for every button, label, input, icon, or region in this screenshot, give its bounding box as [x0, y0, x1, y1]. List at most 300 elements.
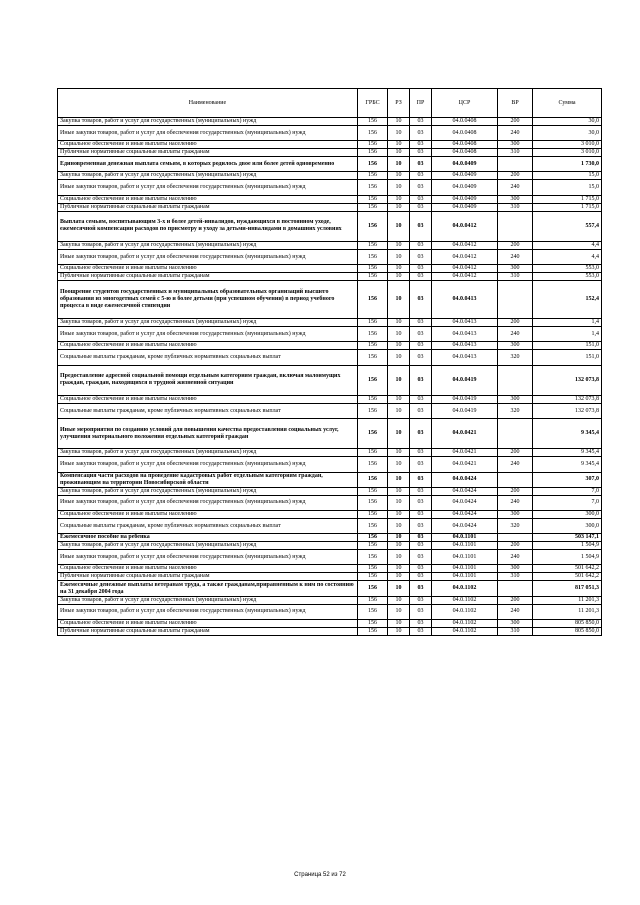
cell-csr: 04.0.1101: [432, 550, 498, 565]
cell-pr: 03: [410, 281, 432, 319]
cell-vr: [498, 211, 533, 241]
cell-sum: 1,4: [533, 319, 602, 327]
table-row: [58, 241, 602, 249]
cell-rz: 10: [388, 273, 410, 281]
cell-sum: 4,4: [533, 249, 602, 264]
cell-pr: 03: [410, 487, 432, 495]
cell-grbs: 156: [358, 495, 388, 510]
cell-grbs: 156: [358, 542, 388, 550]
cell-name: Иные закупки товаров, работ и услуг для обеспечения государственных (муниципальных) нужд: [58, 550, 358, 565]
cell-name: Социальное обеспечение и иные выплаты населению: [58, 619, 358, 627]
cell-csr: 04.0.0419: [432, 403, 498, 418]
cell-csr: 04.0.0408: [432, 126, 498, 141]
cell-name: Закупка товаров, работ и услуг для государственных (муниципальных) нужд: [58, 241, 358, 249]
cell-name: Иные закупки товаров, работ и услуг для обеспечения государственных (муниципальных) нужд: [58, 495, 358, 510]
cell-rz: 10: [388, 419, 410, 449]
cell-rz: 10: [388, 495, 410, 510]
cell-name: Социальное обеспечение и иные выплаты населению: [58, 511, 358, 519]
cell-name: Закупка товаров, работ и услуг для государственных (муниципальных) нужд: [58, 319, 358, 327]
cell-name: Социальные выплаты гражданам, кроме публичных нормативных социальных выплат: [58, 350, 358, 365]
cell-pr: 03: [410, 403, 432, 418]
cell-rz: 10: [388, 241, 410, 249]
cell-vr: 310: [498, 273, 533, 281]
cell-vr: 200: [498, 172, 533, 180]
cell-grbs: 156: [358, 365, 388, 395]
cell-csr: 04.0.0413: [432, 281, 498, 319]
table-row: [58, 395, 602, 403]
table-row-section: [58, 472, 602, 487]
cell-pr: 03: [410, 241, 432, 249]
cell-sum: 11 201,3: [533, 596, 602, 604]
cell-name: Единовременная денежная выплата семьям, в которых родилось двое или более детей одновременно: [58, 157, 358, 172]
cell-pr: 03: [410, 596, 432, 604]
cell-vr: 300: [498, 395, 533, 403]
cell-pr: 03: [410, 495, 432, 510]
cell-csr: 04.0.1101: [432, 534, 498, 542]
cell-csr: 04.0.0408: [432, 149, 498, 157]
cell-pr: 03: [410, 180, 432, 195]
cell-vr: 320: [498, 403, 533, 418]
cell-sum: 3 010,0: [533, 149, 602, 157]
cell-name: Выплата семьям, воспитывающим 3-х и более детей-инвалидов, нуждающихся в постоянном уходе, ежемесячной компенсации расходов по присмотру и уходу за детьми-инвалидами в домашних условиях: [58, 211, 358, 241]
table-row: [58, 149, 602, 157]
table-row: [58, 350, 602, 365]
table-row: [58, 495, 602, 510]
table-row: [58, 265, 602, 273]
cell-grbs: 156: [358, 241, 388, 249]
cell-vr: [498, 419, 533, 449]
cell-csr: 04.0.1102: [432, 604, 498, 619]
cell-grbs: 156: [358, 395, 388, 403]
table-row: [58, 273, 602, 281]
cell-vr: 240: [498, 495, 533, 510]
cell-pr: 03: [410, 350, 432, 365]
cell-rz: 10: [388, 281, 410, 319]
budget-table: [57, 88, 602, 636]
cell-name: Закупка товаров, работ и услуг для государственных (муниципальных) нужд: [58, 449, 358, 457]
cell-pr: 03: [410, 449, 432, 457]
cell-vr: 300: [498, 195, 533, 203]
cell-vr: 240: [498, 604, 533, 619]
cell-pr: 03: [410, 319, 432, 327]
cell-vr: 200: [498, 449, 533, 457]
cell-csr: 04.0.1102: [432, 596, 498, 604]
cell-rz: 10: [388, 149, 410, 157]
cell-pr: 03: [410, 265, 432, 273]
cell-pr: 03: [410, 342, 432, 350]
cell-name: Иные закупки товаров, работ и услуг для обеспечения государственных (муниципальных) нужд: [58, 457, 358, 472]
cell-csr: 04.0.0412: [432, 273, 498, 281]
cell-grbs: 156: [358, 281, 388, 319]
cell-csr: 04.0.0408: [432, 118, 498, 126]
cell-sum: 300,0: [533, 511, 602, 519]
cell-name: Компенсация части расходов на проведение кадастровых работ отдельным категориям граждан, проживающим на территории Новосибирской области: [58, 472, 358, 487]
cell-csr: 04.0.0409: [432, 195, 498, 203]
table-row: [58, 550, 602, 565]
cell-sum: 9 345,4: [533, 419, 602, 449]
table-row: [58, 141, 602, 149]
cell-pr: 03: [410, 627, 432, 635]
cell-rz: 10: [388, 403, 410, 418]
cell-rz: 10: [388, 534, 410, 542]
cell-sum: 817 051,3: [533, 581, 602, 596]
cell-pr: 03: [410, 203, 432, 211]
cell-grbs: 156: [358, 403, 388, 418]
cell-csr: 04.0.0412: [432, 241, 498, 249]
cell-vr: 200: [498, 596, 533, 604]
cell-grbs: 156: [358, 319, 388, 327]
header-name: Наименование: [58, 89, 358, 118]
cell-name: Предоставление адресной социальной помощи отдельным категориям граждан, включая малоимущих граждан, граждан, находящихся в трудной жизненной ситуации: [58, 365, 358, 395]
cell-grbs: 156: [358, 457, 388, 472]
cell-grbs: 156: [358, 519, 388, 534]
cell-sum: 151,0: [533, 350, 602, 365]
cell-name: Закупка товаров, работ и услуг для государственных (муниципальных) нужд: [58, 596, 358, 604]
cell-grbs: 156: [358, 149, 388, 157]
cell-grbs: 156: [358, 195, 388, 203]
cell-sum: 1 715,0: [533, 203, 602, 211]
cell-csr: 04.0.1101: [432, 573, 498, 581]
cell-name: Публичные нормативные социальные выплаты гражданам: [58, 203, 358, 211]
cell-csr: 04.0.0412: [432, 211, 498, 241]
cell-rz: 10: [388, 449, 410, 457]
table-row: [58, 172, 602, 180]
table-row: [58, 619, 602, 627]
table-row: [58, 195, 602, 203]
cell-vr: [498, 365, 533, 395]
cell-rz: 10: [388, 365, 410, 395]
cell-vr: 240: [498, 180, 533, 195]
cell-sum: 805 850,0: [533, 619, 602, 627]
cell-grbs: 156: [358, 157, 388, 172]
cell-rz: 10: [388, 519, 410, 534]
cell-csr: 04.0.0424: [432, 511, 498, 519]
cell-rz: 10: [388, 172, 410, 180]
cell-name: Иные мероприятия по созданию условий для повышения качества предоставления социальных услуг, улучшения материального положения отдельных категорий граждан: [58, 419, 358, 449]
cell-name: Социальное обеспечение и иные выплаты населению: [58, 195, 358, 203]
cell-rz: 10: [388, 550, 410, 565]
cell-sum: 132 073,8: [533, 403, 602, 418]
cell-rz: 10: [388, 180, 410, 195]
table-row: [58, 449, 602, 457]
cell-pr: 03: [410, 565, 432, 573]
table-row: [58, 126, 602, 141]
cell-rz: 10: [388, 395, 410, 403]
header-sum: Сумма: [533, 89, 602, 118]
cell-rz: 10: [388, 487, 410, 495]
cell-rz: 10: [388, 472, 410, 487]
cell-pr: 03: [410, 519, 432, 534]
cell-rz: 10: [388, 249, 410, 264]
cell-rz: 10: [388, 327, 410, 342]
table-row: [58, 542, 602, 550]
cell-sum: 9 345,4: [533, 449, 602, 457]
cell-pr: 03: [410, 157, 432, 172]
cell-pr: 03: [410, 542, 432, 550]
cell-vr: 310: [498, 203, 533, 211]
table-row-section: [58, 211, 602, 241]
cell-name: Социальные выплаты гражданам, кроме публичных нормативных социальных выплат: [58, 519, 358, 534]
cell-sum: 300,0: [533, 519, 602, 534]
cell-pr: 03: [410, 327, 432, 342]
cell-rz: 10: [388, 319, 410, 327]
table-row: [58, 573, 602, 581]
cell-name: Закупка товаров, работ и услуг для государственных (муниципальных) нужд: [58, 487, 358, 495]
cell-pr: 03: [410, 604, 432, 619]
cell-csr: 04.0.0409: [432, 203, 498, 211]
cell-rz: 10: [388, 141, 410, 149]
cell-name: Социальные выплаты гражданам, кроме публичных нормативных социальных выплат: [58, 403, 358, 418]
cell-sum: 805 850,0: [533, 627, 602, 635]
table-row: [58, 118, 602, 126]
cell-grbs: 156: [358, 350, 388, 365]
cell-vr: 320: [498, 350, 533, 365]
cell-pr: 03: [410, 573, 432, 581]
cell-rz: 10: [388, 573, 410, 581]
cell-vr: 200: [498, 487, 533, 495]
cell-csr: 04.0.0424: [432, 495, 498, 510]
cell-pr: 03: [410, 457, 432, 472]
cell-csr: 04.0.0419: [432, 365, 498, 395]
cell-csr: 04.0.1102: [432, 627, 498, 635]
cell-rz: 10: [388, 542, 410, 550]
table-row: [58, 457, 602, 472]
cell-grbs: 156: [358, 265, 388, 273]
cell-grbs: 156: [358, 581, 388, 596]
cell-vr: 200: [498, 542, 533, 550]
cell-name: Ежемесячные денежные выплаты ветеранам труда, а также гражданам,приравненным к ним по состоянию на 31 декабря 2004 года: [58, 581, 358, 596]
cell-sum: 553,0: [533, 273, 602, 281]
cell-vr: 240: [498, 327, 533, 342]
cell-vr: [498, 281, 533, 319]
cell-rz: 10: [388, 565, 410, 573]
cell-name: Закупка товаров, работ и услуг для государственных (муниципальных) нужд: [58, 172, 358, 180]
cell-grbs: 156: [358, 604, 388, 619]
cell-name: Социальное обеспечение и иные выплаты населению: [58, 265, 358, 273]
cell-name: Иные закупки товаров, работ и услуг для обеспечения государственных (муниципальных) нужд: [58, 327, 358, 342]
cell-csr: 04.0.0409: [432, 157, 498, 172]
cell-rz: 10: [388, 511, 410, 519]
cell-csr: 04.0.0409: [432, 180, 498, 195]
cell-vr: 300: [498, 619, 533, 627]
cell-vr: 200: [498, 319, 533, 327]
table-row-section: [58, 419, 602, 449]
cell-rz: 10: [388, 619, 410, 627]
cell-grbs: 156: [358, 573, 388, 581]
cell-name: Ежемесячное пособие на ребенка: [58, 534, 358, 542]
cell-vr: 240: [498, 126, 533, 141]
cell-name: Закупка товаров, работ и услуг для государственных (муниципальных) нужд: [58, 118, 358, 126]
table-row: [58, 319, 602, 327]
header-pr: ПР: [410, 89, 432, 118]
cell-csr: 04.0.1101: [432, 565, 498, 573]
table-row: [58, 249, 602, 264]
table-row: [58, 627, 602, 635]
cell-vr: 310: [498, 573, 533, 581]
cell-rz: 10: [388, 211, 410, 241]
cell-rz: 10: [388, 342, 410, 350]
cell-name: Иные закупки товаров, работ и услуг для обеспечения государственных (муниципальных) нужд: [58, 126, 358, 141]
cell-sum: 15,0: [533, 172, 602, 180]
table-row: [58, 604, 602, 619]
cell-csr: 04.0.0424: [432, 487, 498, 495]
table-row: [58, 519, 602, 534]
cell-sum: 132 073,8: [533, 395, 602, 403]
cell-rz: 10: [388, 157, 410, 172]
table-row-section: [58, 157, 602, 172]
cell-name: Публичные нормативные социальные выплаты гражданам: [58, 149, 358, 157]
cell-name: Социальное обеспечение и иные выплаты населению: [58, 342, 358, 350]
cell-sum: 503 147,1: [533, 534, 602, 542]
table-row: [58, 403, 602, 418]
cell-sum: 7,0: [533, 487, 602, 495]
cell-grbs: 156: [358, 487, 388, 495]
cell-vr: 300: [498, 565, 533, 573]
cell-sum: 11 201,3: [533, 604, 602, 619]
cell-rz: 10: [388, 581, 410, 596]
cell-vr: 300: [498, 265, 533, 273]
table-row: [58, 327, 602, 342]
cell-sum: 1 504,9: [533, 542, 602, 550]
cell-sum: 553,0: [533, 265, 602, 273]
cell-grbs: 156: [358, 180, 388, 195]
cell-sum: 30,0: [533, 118, 602, 126]
table-header-row: [58, 89, 602, 118]
cell-sum: 1,4: [533, 327, 602, 342]
cell-grbs: 156: [358, 511, 388, 519]
cell-csr: 04.0.0424: [432, 472, 498, 487]
cell-pr: 03: [410, 365, 432, 395]
cell-rz: 10: [388, 265, 410, 273]
cell-name: Закупка товаров, работ и услуг для государственных (муниципальных) нужд: [58, 542, 358, 550]
cell-sum: 15,0: [533, 180, 602, 195]
cell-pr: 03: [410, 195, 432, 203]
table-row: [58, 203, 602, 211]
table-row: [58, 487, 602, 495]
cell-grbs: 156: [358, 249, 388, 264]
table-row-section: [58, 534, 602, 542]
cell-rz: 10: [388, 195, 410, 203]
cell-name: Иные закупки товаров, работ и услуг для обеспечения государственных (муниципальных) нужд: [58, 249, 358, 264]
cell-csr: 04.0.1102: [432, 581, 498, 596]
cell-name: Публичные нормативные социальные выплаты гражданам: [58, 627, 358, 635]
cell-csr: 04.0.0413: [432, 327, 498, 342]
cell-vr: 240: [498, 457, 533, 472]
cell-vr: 240: [498, 550, 533, 565]
cell-pr: 03: [410, 419, 432, 449]
cell-name: Социальное обеспечение и иные выплаты населению: [58, 565, 358, 573]
cell-pr: 03: [410, 395, 432, 403]
table-row: [58, 596, 602, 604]
cell-pr: 03: [410, 172, 432, 180]
cell-sum: 7,0: [533, 495, 602, 510]
table-row: [58, 342, 602, 350]
cell-vr: 300: [498, 511, 533, 519]
cell-pr: 03: [410, 126, 432, 141]
cell-sum: 557,4: [533, 211, 602, 241]
cell-sum: 1 715,0: [533, 195, 602, 203]
cell-vr: 310: [498, 627, 533, 635]
cell-pr: 03: [410, 619, 432, 627]
cell-grbs: 156: [358, 419, 388, 449]
cell-vr: 240: [498, 249, 533, 264]
cell-sum: 4,4: [533, 241, 602, 249]
cell-sum: 152,4: [533, 281, 602, 319]
cell-grbs: 156: [358, 141, 388, 149]
cell-csr: 04.0.0409: [432, 172, 498, 180]
cell-csr: 04.0.0421: [432, 449, 498, 457]
cell-grbs: 156: [358, 619, 388, 627]
cell-vr: [498, 534, 533, 542]
cell-grbs: 156: [358, 126, 388, 141]
cell-vr: 300: [498, 342, 533, 350]
cell-vr: [498, 581, 533, 596]
cell-grbs: 156: [358, 327, 388, 342]
cell-sum: 132 073,8: [533, 365, 602, 395]
cell-grbs: 156: [358, 211, 388, 241]
page-number: Страница 52 из 72: [294, 872, 346, 878]
table-row-section: [58, 281, 602, 319]
cell-csr: 04.0.0413: [432, 342, 498, 350]
cell-pr: 03: [410, 211, 432, 241]
cell-csr: 04.0.0413: [432, 350, 498, 365]
cell-csr: 04.0.0408: [432, 141, 498, 149]
cell-rz: 10: [388, 126, 410, 141]
table-row: [58, 511, 602, 519]
header-csr: ЦСР: [432, 89, 498, 118]
cell-grbs: 156: [358, 565, 388, 573]
cell-grbs: 156: [358, 472, 388, 487]
cell-sum: 3 010,0: [533, 141, 602, 149]
cell-sum: 501 642,2: [533, 573, 602, 581]
cell-csr: 04.0.0424: [432, 519, 498, 534]
cell-name: Публичные нормативные социальные выплаты гражданам: [58, 573, 358, 581]
cell-rz: 10: [388, 627, 410, 635]
cell-pr: 03: [410, 472, 432, 487]
cell-csr: 04.0.0412: [432, 265, 498, 273]
cell-name: Публичные нормативные социальные выплаты гражданам: [58, 273, 358, 281]
cell-name: Поощрение студентов государственных и муниципальных образовательных организаций высшего образования из многодетных семей с 5-ю и более детьми (при успешном обучении) в период учебного процесса в виде ежемесячной стипендии: [58, 281, 358, 319]
cell-vr: 200: [498, 118, 533, 126]
cell-rz: 10: [388, 604, 410, 619]
cell-pr: 03: [410, 249, 432, 264]
cell-rz: 10: [388, 457, 410, 472]
cell-sum: 501 642,2: [533, 565, 602, 573]
cell-csr: 04.0.0421: [432, 457, 498, 472]
cell-pr: 03: [410, 141, 432, 149]
cell-sum: 9 345,4: [533, 457, 602, 472]
cell-pr: 03: [410, 511, 432, 519]
cell-grbs: 156: [358, 449, 388, 457]
cell-name: Социальное обеспечение и иные выплаты населению: [58, 395, 358, 403]
cell-pr: 03: [410, 149, 432, 157]
cell-grbs: 156: [358, 203, 388, 211]
cell-name: Иные закупки товаров, работ и услуг для обеспечения государственных (муниципальных) нужд: [58, 604, 358, 619]
cell-csr: 04.0.0413: [432, 319, 498, 327]
cell-sum: 30,0: [533, 126, 602, 141]
table-row: [58, 565, 602, 573]
cell-rz: 10: [388, 118, 410, 126]
cell-sum: 1 730,0: [533, 157, 602, 172]
cell-csr: 04.0.0421: [432, 419, 498, 449]
table-row-section: [58, 365, 602, 395]
cell-rz: 10: [388, 350, 410, 365]
cell-grbs: 156: [358, 627, 388, 635]
cell-grbs: 156: [358, 596, 388, 604]
cell-rz: 10: [388, 203, 410, 211]
cell-pr: 03: [410, 550, 432, 565]
cell-sum: 1 504,9: [533, 550, 602, 565]
